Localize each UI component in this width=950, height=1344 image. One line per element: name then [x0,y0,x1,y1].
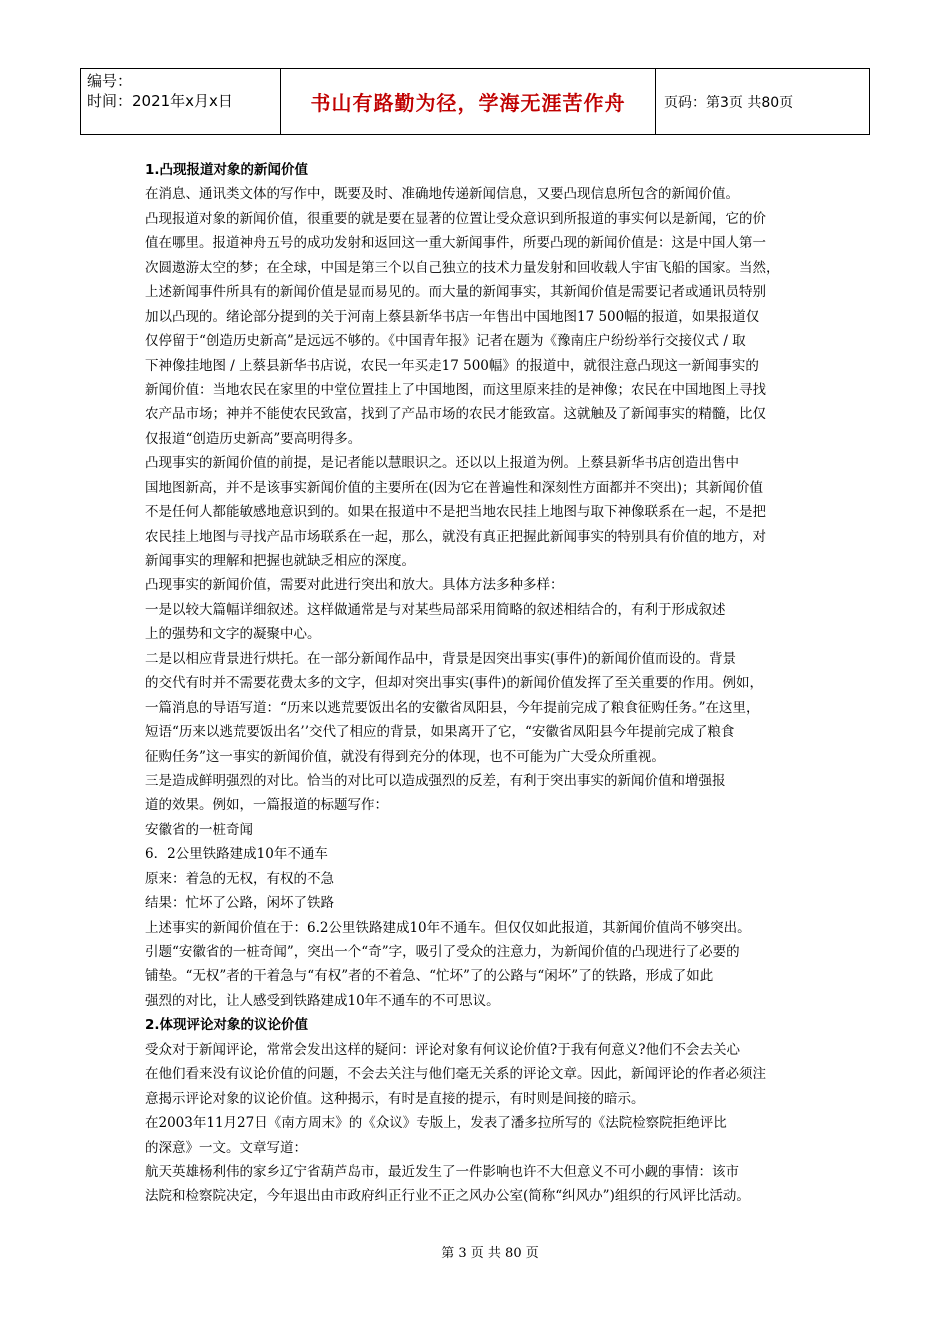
body-text-line: 1.凸现报道对象的新闻价值 [145,162,309,178]
body-text-line: 铺垫。“无权”者的干着急与“有权”者的不着急、“忙坏”了的公路与“闲坏”了的铁路，形成了如此 [145,968,714,985]
document-time-label: 时间：2021年x月x日 [87,92,233,110]
body-text-line: 不是任何人都能敏感地意识到的。如果在报道中不是把当地农民挂上地图与取下神像联系在一起，不是把 [145,504,766,521]
header-motto: 书山有路勤为径，学海无涯苦作舟 [281,69,656,134]
body-text-line: 凸现事实的新闻价值，需要对此进行突出和放大。具体方法多种多样： [145,577,564,594]
body-text-line: 2.体现评论对象的议论价值 [145,1017,309,1034]
body-text-line: 航天英雄杨利伟的家乡辽宁省葫芦岛市，最近发生了一件影响也许不大但意义不可小觑的事情：该市 [145,1163,739,1180]
body-text-line: 加以凸现的。绪论部分提到的关于河南上蔡县新华书店一年售出中国地图17 500幅的报道，如果报道仅 [145,308,760,325]
body-text-line: 短语“历来以逃荒要饭出名’’交代了相应的背景，如果离开了它，“安徽省凤阳县今年提前完成了粮食 [145,724,735,741]
body-text-line: 上述事实的新闻价值在于：6.2公里铁路建成10年不通车。但仅仅如此报道，其新闻价值尚不够突出。 [145,919,751,936]
body-text-line: 的深意》一文。文章写道： [145,1139,307,1156]
body-text-line: 原来：着急的无权，有权的不急 [145,870,334,887]
body-text-line: 上述新闻事件所具有的新闻价值是显而易见的。而大量的新闻事实，其新闻价值是需要记者或通讯员特别 [145,284,766,301]
body-text-line: 一篇消息的导语写道：“历来以逃荒要饭出名的安徽省凤阳县，今年提前完成了粮食征购任务。”在这里， [145,699,760,716]
body-text-line: 三是造成鲜明强烈的对比。恰当的对比可以造成强烈的反差，有利于突出事实的新闻价值和增强报 [145,772,726,789]
body-text-line: 下神像挂地图 / 上蔡县新华书店说，农民一年买走17 500幅》的报道中，就很注意凸现这一新闻事实的 [145,357,759,374]
body-text-line: 强烈的对比，让人感受到铁路建成10年不通车的不可思议。 [145,992,500,1009]
page-header-table [80,68,870,135]
body-text-line: 引题“安徽省的一桩奇闻”，突出一个“奇”字，吸引了受众的注意力，为新闻价值的凸现进行了必要的 [145,944,740,960]
body-text-line: 凸现事实的新闻价值的前提，是记者能以慧眼识之。还以以上报道为例。上蔡县新华书店创造出售中 [145,455,739,472]
body-text-line: 意揭示评论对象的议论价值。这种揭示，有时是直接的提示，有时则是间接的暗示。 [145,1090,645,1107]
body-text-line: 结果：忙坏了公路，闲坏了铁路 [145,895,334,912]
body-text-line: 仅停留于“创造历史新高”是远远不够的。《中国青年报》记者在题为《豫南庄户纷纷举行交接仪式 / 取 [145,333,746,350]
body-text-line: 受众对于新闻评论，常常会发出这样的疑问：评论对象有何议论价值?于我有何意义?他们不会去关心 [145,1041,740,1058]
body-text-line: 征购任务”这一事实的新闻价值，就没有得到充分的体现，也不可能为广大受众所重视。 [145,748,665,765]
body-text-line: 值在哪里。报道神舟五号的成功发射和返回这一重大新闻事件，所要凸现的新闻价值是：这是中国人第一 [145,235,766,252]
document-body [145,158,828,1209]
body-text-line: 一是以较大篇幅详细叙述。这样做通常是与对某些局部采用简略的叙述相结合的，有利于形成叙述 [145,601,726,618]
body-text-line: 安徽省的一桩奇闻 [145,821,253,838]
body-text-line: 国地图新高，并不是该事实新闻价值的主要所在(因为它在普遍性和深刻性方面都并不突出)；其新闻价值 [145,479,764,496]
page-footer: 第 3 页 共 80 页 [441,1246,539,1261]
body-text-line: 次圆遨游太空的梦；在全球，中国是第三个以自己独立的技术力量发射和回收载人宇宙飞船的国家。当然， [145,259,780,276]
body-text-line: 农民挂上地图与寻找产品市场联系在一起，那么，就没有真正把握此新闻事实的特别具有价值的地方，对 [145,528,766,545]
body-text-line: 在消息、通讯类文体的写作中，既要及时、准确地传递新闻信息，又要凸现信息所包含的新闻价值。 [145,186,739,203]
body-text-line: 道的效果。例如，一篇报道的标题写作： [145,797,388,814]
body-text-line: 6．2公里铁路建成10年不通车 [145,846,328,863]
body-text-line: 上的强势和文字的凝聚中心。 [145,626,321,643]
body-text-line: 在2003年11月27日《南方周末》的《众议》专版上，发表了潘多拉所写的《法院检察院拒绝评比 [145,1115,727,1132]
body-text-line: 在他们看来没有议论价值的问题，不会去关注与他们毫无关系的评论文章。因此，新闻评论的作者必须注 [145,1066,766,1083]
body-text-line: 二是以相应背景进行烘托。在一部分新闻作品中，背景是因突出事实(事件)的新闻价值而设的。背景 [145,650,737,667]
body-text-line: 新闻事实的理解和把握也就缺乏相应的深度。 [145,553,415,569]
body-text-line: 凸现报道对象的新闻价值，很重要的就是要在显著的位置让受众意识到所报道的事实何以是新闻，它的价 [145,210,766,227]
body-text-line: 的交代有时并不需要花费太多的文字，但却对突出事实(事件)的新闻价值发挥了至关重要的作用。例如， [145,675,764,692]
body-text-line: 仅报道“创造历史新高”要高明得多。 [145,430,362,447]
body-text-line: 新闻价值：当地农民在家里的中堂位置挂上了中国地图，而这里原来挂的是神像；农民在中国地图上寻找 [145,381,766,398]
header-meta-cell [81,69,281,134]
document-number-label: 编号： [87,72,133,90]
body-text-line: 农产品市场；神并不能使农民致富，找到了产品市场的农民才能致富。这就触及了新闻事实的精髓，比仅 [145,406,766,423]
header-page-info: 页码：第3页 共80页 [664,94,794,111]
body-text-line: 法院和检察院决定，今年退出由市政府纠正行业不正之风办公室(简称“纠风办”)组织的行风评比活动。 [145,1188,750,1205]
